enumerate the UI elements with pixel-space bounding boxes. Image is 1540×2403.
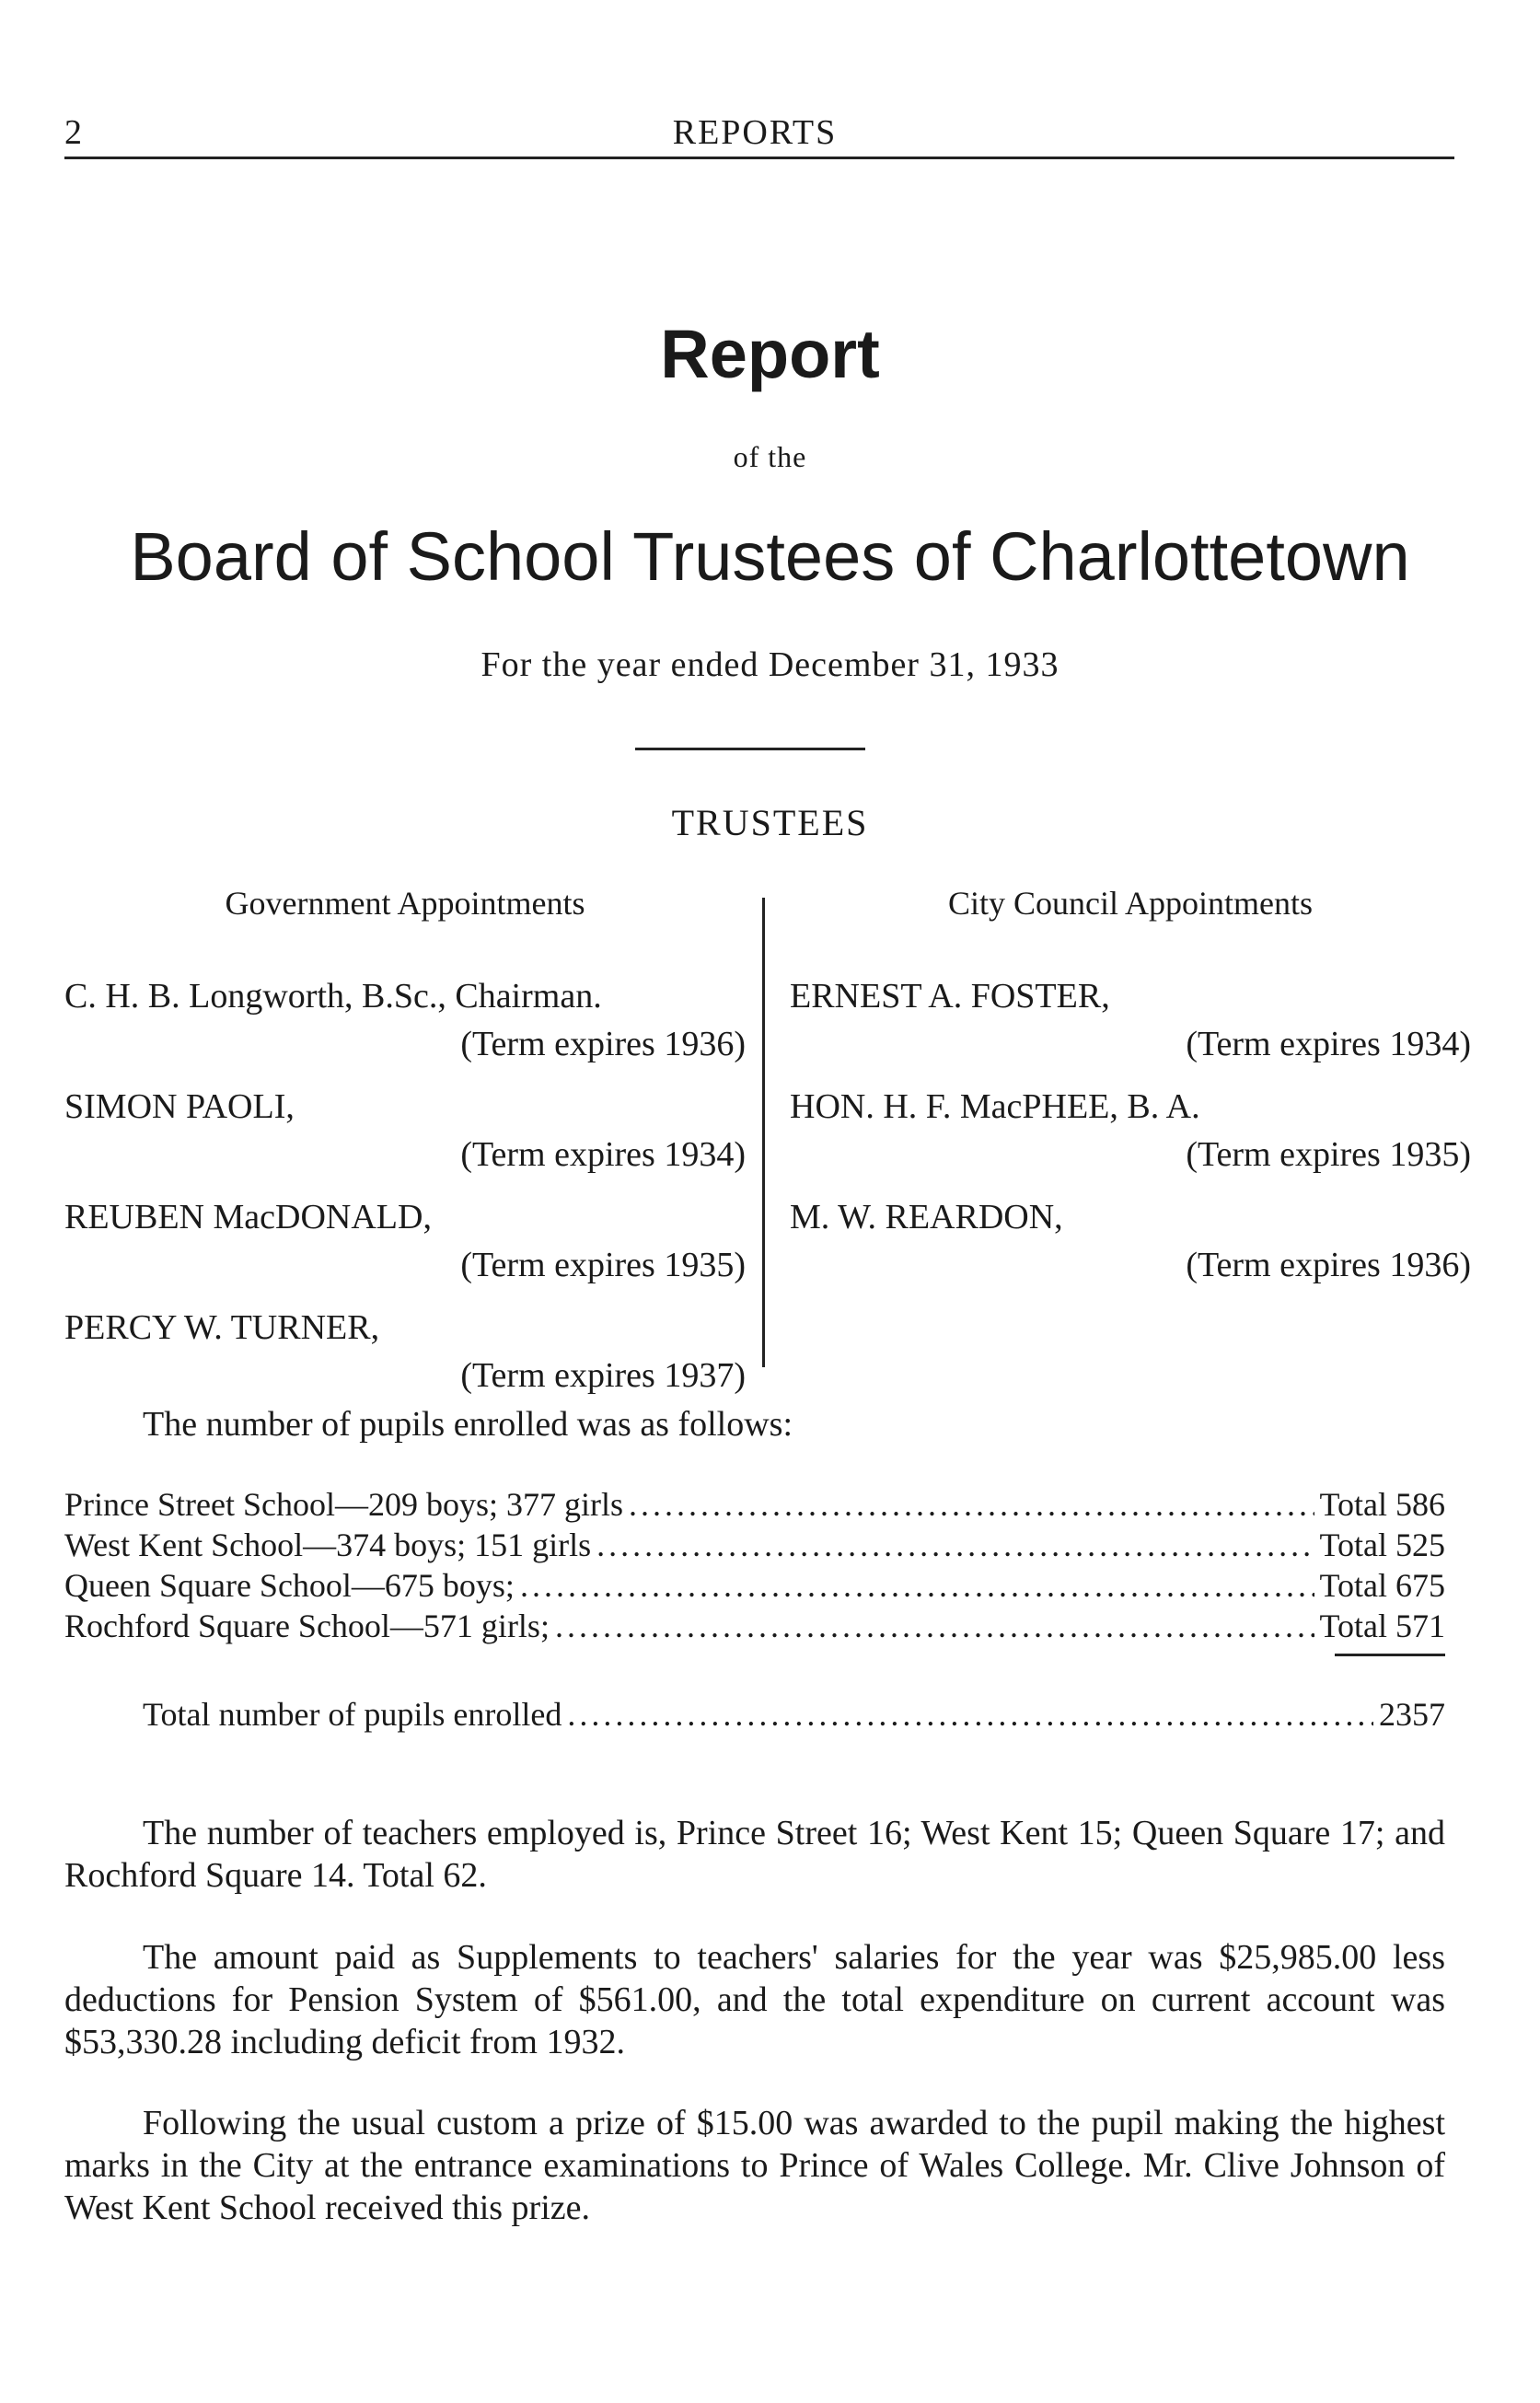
trustee-term: (Term expires 1936) — [1186, 1246, 1471, 1284]
enrollment-list — [64, 1484, 1445, 1646]
trustee-entry — [790, 972, 1471, 1068]
grand-total-label: Total number of pupils enrolled — [143, 1696, 562, 1733]
page-number: 2 — [64, 113, 82, 152]
trustee-entry — [64, 1193, 746, 1289]
report-subtitle: of the — [733, 440, 807, 473]
enrollment-row — [64, 1525, 1445, 1565]
enrollment-total: Total 571 — [1319, 1608, 1445, 1644]
enrollment-total: Total 586 — [1319, 1486, 1445, 1523]
trustee-name: SIMON PAOLI, — [64, 1087, 295, 1126]
board-title: Board of School Trustees of Charlottetown — [130, 518, 1410, 595]
enrollment-desc: West Kent School—374 boys; 151 girls — [64, 1527, 592, 1563]
enrollment-total: Total 525 — [1319, 1527, 1445, 1563]
report-title: Report — [660, 316, 880, 392]
running-header — [64, 109, 1445, 164]
prize-paragraph: Following the usual custom a prize of $15.00 was awarded to the pupil making the highest marks in the City at the entrance examinations to Prince of Wales College. Mr. Clive Johnson of West Kent School received this prize. — [64, 2104, 1445, 2227]
trustee-name: REUBEN MacDONALD, — [64, 1198, 432, 1236]
city-council-appointments-heading: City Council Appointments — [947, 885, 1314, 922]
enrollment-desc: Queen Square School—675 boys; — [64, 1567, 515, 1604]
trustee-name: HON. H. F. MacPHEE, B. A. — [790, 1087, 1200, 1126]
enrollment-desc: Rochford Square School—571 girls; — [64, 1608, 550, 1644]
trustee-name: C. H. B. Longworth, B.Sc., Chairman. — [64, 977, 602, 1016]
trustee-term: (Term expires 1935) — [460, 1246, 746, 1284]
trustee-entry — [64, 1304, 746, 1399]
trustee-name: M. W. REARDON, — [790, 1198, 1063, 1236]
enrollment-intro: The number of pupils enrolled was as follows: — [143, 1405, 793, 1444]
running-title-text: REPORTS — [660, 113, 851, 152]
trustees-heading: TRUSTEES — [671, 802, 869, 843]
header-rule — [64, 157, 1454, 159]
trustee-entry — [64, 1083, 746, 1178]
enrollment-row — [64, 1565, 1445, 1606]
trustee-term: (Term expires 1936) — [460, 1025, 746, 1063]
enrollment-desc: Prince Street School—209 boys; 377 girls — [64, 1486, 623, 1523]
trustee-name: ERNEST A. FOSTER, — [790, 977, 1110, 1016]
trustee-term: (Term expires 1937) — [460, 1356, 746, 1395]
column-divider — [762, 898, 765, 1367]
section-divider — [635, 748, 865, 750]
running-title — [64, 112, 1445, 153]
trustee-entry — [790, 1083, 1471, 1178]
government-appointments-column — [64, 884, 746, 1414]
trustee-name: PERCY W. TURNER, — [64, 1308, 380, 1347]
enrollment-row — [64, 1606, 1445, 1646]
teachers-paragraph: The number of teachers employed is, Prince Street 16; West Kent 15; Queen Square 17; and Rochford Square 14. Total 62. — [64, 1814, 1445, 1895]
trustee-term: (Term expires 1934) — [460, 1135, 746, 1174]
trustee-entry — [64, 972, 746, 1068]
grand-total-value: 2357 — [1379, 1696, 1445, 1733]
enrollment-row — [64, 1484, 1445, 1525]
leader-dots — [555, 1606, 1314, 1646]
report-year: For the year ended December 31, 1933 — [481, 645, 1059, 684]
government-appointments-heading: Government Appointments — [225, 885, 585, 922]
grand-total-row — [143, 1694, 1445, 1735]
leader-dots — [596, 1525, 1314, 1565]
city-council-appointments-column — [790, 884, 1471, 1304]
trustee-term: (Term expires 1934) — [1186, 1025, 1471, 1063]
leader-dots — [567, 1694, 1373, 1735]
supplements-paragraph: The amount paid as Supplements to teachers' salaries for the year was $25,985.00 less deductions for Pension System of $561.00, and the total expenditure on current account was $53,330.28 including deficit from 1932. — [64, 1938, 1445, 2061]
sum-rule — [1335, 1654, 1445, 1656]
trustee-entry — [790, 1193, 1471, 1289]
leader-dots — [520, 1565, 1314, 1606]
leader-dots — [629, 1484, 1314, 1525]
trustee-term: (Term expires 1935) — [1186, 1135, 1471, 1174]
enrollment-total: Total 675 — [1319, 1567, 1445, 1604]
